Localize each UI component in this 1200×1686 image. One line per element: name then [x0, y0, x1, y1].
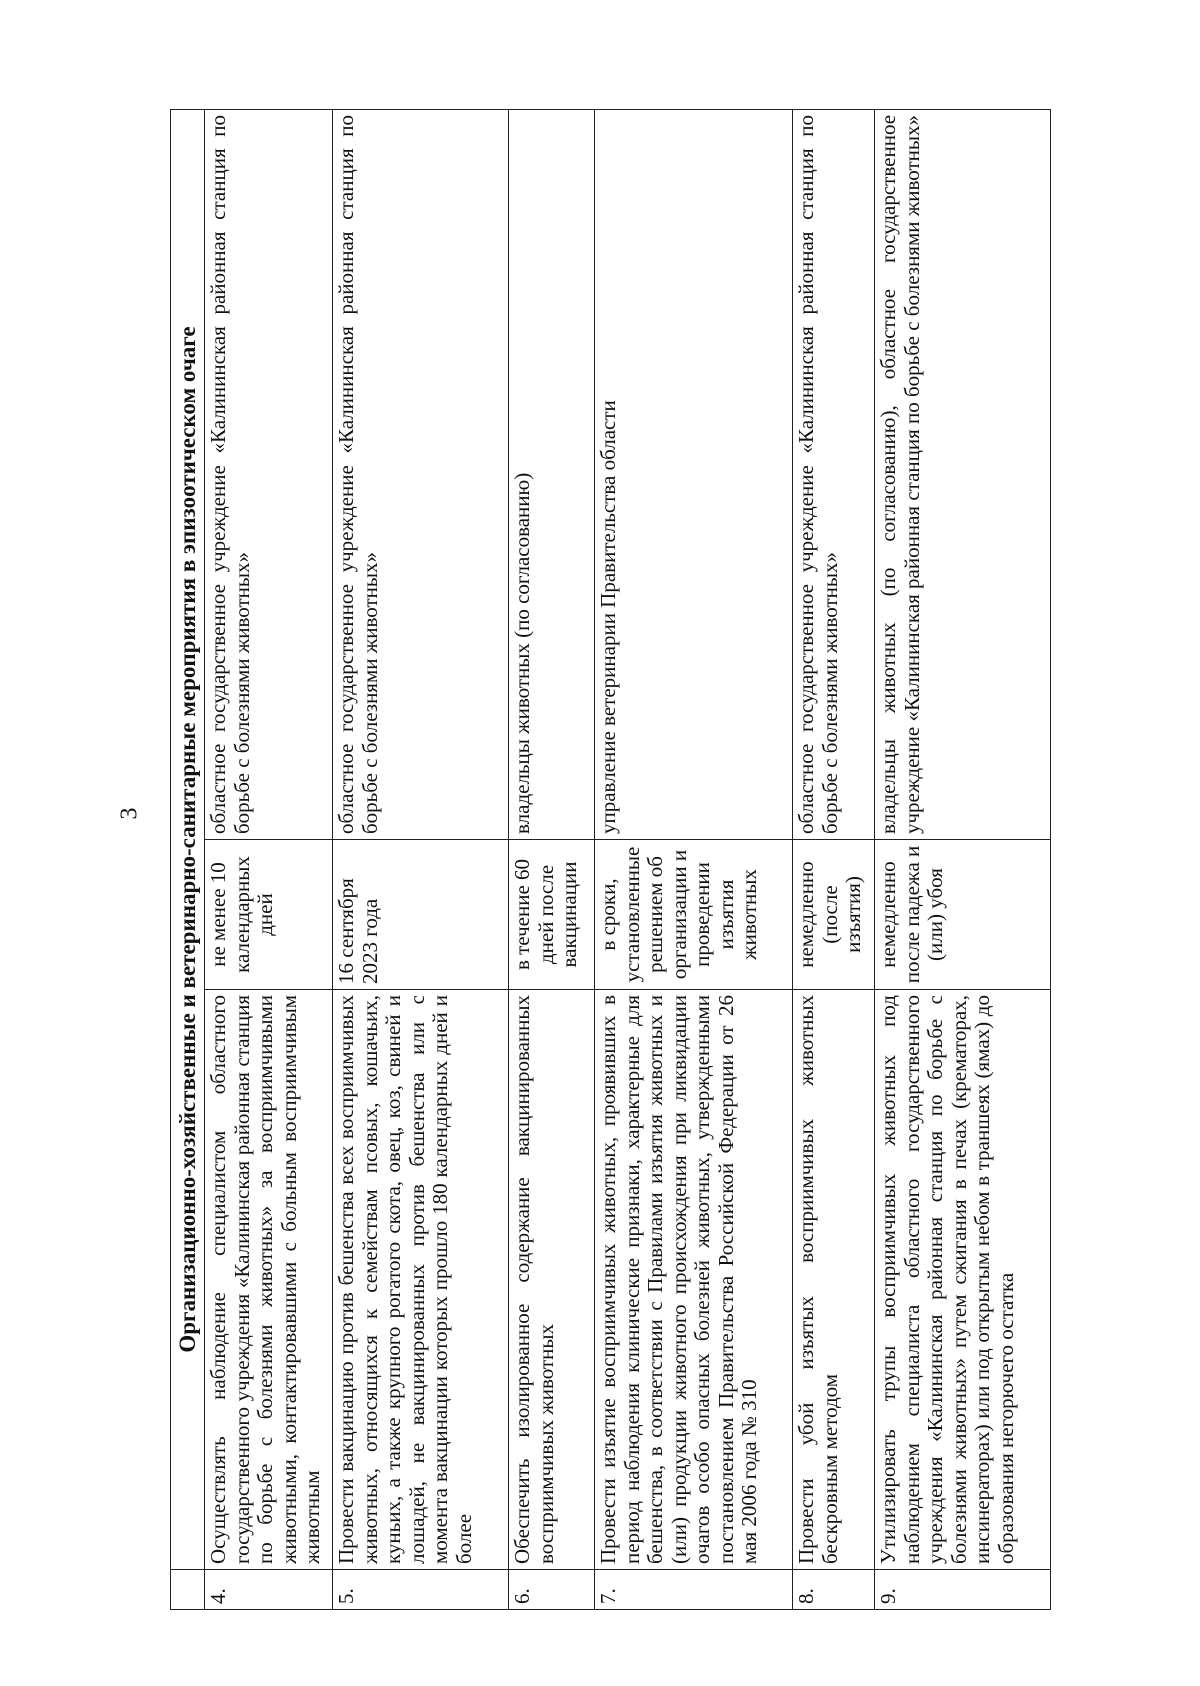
row-number: 7. [595, 1570, 793, 1610]
row-measure: Осуществлять наблюдение специалистом областного государственного учреждения «Калининская районная станция по борьбе с болезнями животных» за восприимчивыми животными, контактировавшими с больным восприимчивым животным [205, 990, 333, 1570]
table-row [205, 109, 333, 1609]
row-responsible: владельцы животных (по согласованию) [509, 109, 595, 839]
row-responsible: областное государственное учреждение «Калининская районная станция по борьбе с болезнями животных» [333, 109, 509, 839]
table-row [793, 109, 875, 1609]
row-measure: Утилизировать трупы восприимчивых животных под наблюдением специалиста областного государственного учреждения «Калининская районная станция по борьбе с болезнями животных» путем сжигания в печах (крематорах, инсинераторах) или под открытым небом в траншеях (ямах) до образования негорючего остатка [875, 990, 1051, 1570]
table-row [333, 109, 509, 1609]
measures-table [170, 109, 1051, 1610]
row-measure: Провести убой изъятых восприимчивых животных бескровным методом [793, 990, 875, 1570]
row-number: 9. [875, 1570, 1051, 1610]
row-measure: Обеспечить изолированное содержание вакцинированных восприимчивых животных [509, 990, 595, 1570]
row-number: 5. [333, 1570, 509, 1610]
page-number: 3 [116, 807, 143, 820]
row-responsible: областное государственное учреждение «Калининская районная станция по борьбе с болезнями животных» [205, 109, 333, 839]
table-row [509, 109, 595, 1609]
table-row [875, 109, 1051, 1609]
row-number: 6. [509, 1570, 595, 1610]
table-row [595, 109, 793, 1609]
row-responsible: владельцы животных (по согласованию), областное государственное учреждение «Калининская районная станция по борьбе с болезнями животных» [875, 109, 1051, 839]
row-term: в течение 60 дней после вакцинации [509, 840, 595, 990]
row-responsible: областное государственное учреждение «Калининская районная станция по борьбе с болезнями животных» [793, 109, 875, 839]
section-title: Организационно-хозяйственные и ветеринарно-санитарные мероприятия в эпизоотическом очаге [171, 109, 205, 1569]
row-number: 4. [205, 1570, 333, 1610]
row-responsible: управление ветеринарии Правительства области [595, 109, 793, 839]
row-term: немедленно (после изъятия) [793, 840, 875, 990]
row-number: 8. [793, 1570, 875, 1610]
row-term: в сроки, установленные решением об организации и проведении изъятия животных [595, 840, 793, 990]
section-header-row [171, 109, 205, 1609]
row-term: не менее 10 календарных дней [205, 840, 333, 990]
row-term: 16 сентября 2023 года [333, 840, 509, 990]
header-blank-cell [171, 1570, 205, 1610]
measures-table-container [170, 110, 1050, 1610]
row-term: немедленно после падежа и (или) убоя [875, 840, 1051, 990]
row-measure: Провести изъятие восприимчивых животных, проявивших в период наблюдения клинические признаки, характерные для бешенства, в соответствии с Правилами изъятия животных и (или) продукции животного происхождения при ликвидации очагов особо опасных болезней животных, утвержденными постановлением Правительства Российской Федерации от 26 мая 2006 года № 310 [595, 990, 793, 1570]
row-measure: Провести вакцинацию против бешенства всех восприимчивых животных, относящихся к семействам псовых, кошачьих, куньих, а также крупного рогатого скота, овец, коз, свиней и лошадей, не вакцинированных против бешенства или с момента вакцинации которых прошло 180 календарных дней и более [333, 990, 509, 1570]
